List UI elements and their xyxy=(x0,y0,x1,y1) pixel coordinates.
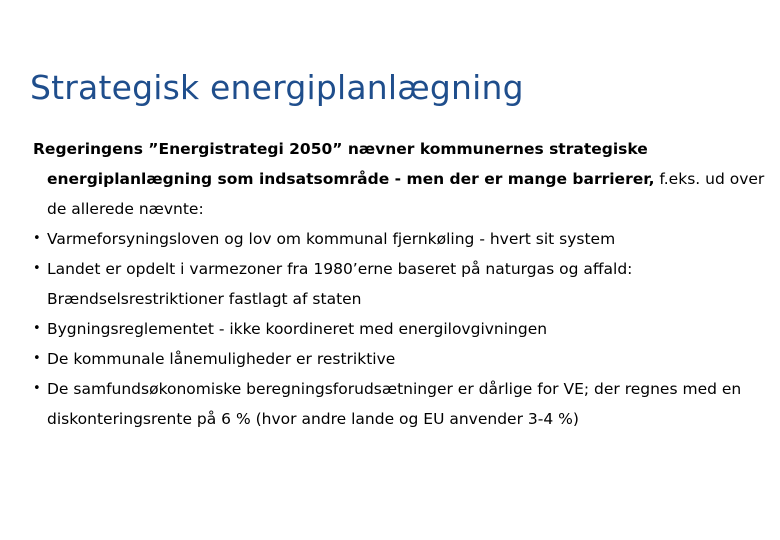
bullet-dot-icon: • xyxy=(33,351,41,366)
intro-bold-text: Regeringens ”Energistrategi 2050” nævner kommunernes strategiske energiplanlægning som indsatsområde - men der er mange barrierer, xyxy=(33,140,655,188)
slide-body xyxy=(33,134,773,434)
intro-paragraph xyxy=(33,134,773,224)
bullet-item xyxy=(33,254,773,314)
bullet-item xyxy=(33,374,773,434)
bullet-text: Varmeforsyningsloven og lov om kommunal fjernkøling - hvert sit system xyxy=(47,230,616,248)
bullet-text: De samfundsøkonomiske beregningsforudsætninger er dårlige for VE; der regnes med en diskonteringsrente på 6 % (hvor andre lande og EU anvender 3-4 %) xyxy=(47,380,742,428)
bullet-item xyxy=(33,314,773,344)
slide-title: Strategisk energiplanlægning xyxy=(30,68,524,107)
intro-rest-text: f.eks. ud over de allerede nævnte: xyxy=(47,170,765,218)
bullet-text: Bygningsreglementet - ikke koordineret med energilovgivningen xyxy=(47,320,548,338)
bullet-dot-icon: • xyxy=(33,381,41,396)
bullet-text: Landet er opdelt i varmezoner fra 1980’erne baseret på naturgas og affald: Brændselsrestriktioner fastlagt af staten xyxy=(47,260,633,308)
bullet-item xyxy=(33,344,773,374)
bullet-dot-icon: • xyxy=(33,321,41,336)
bullet-list xyxy=(33,224,773,434)
bullet-text: De kommunale lånemuligheder er restriktive xyxy=(47,350,396,368)
bullet-dot-icon: • xyxy=(33,261,41,276)
bullet-item xyxy=(33,224,773,254)
bullet-dot-icon: • xyxy=(33,231,41,246)
